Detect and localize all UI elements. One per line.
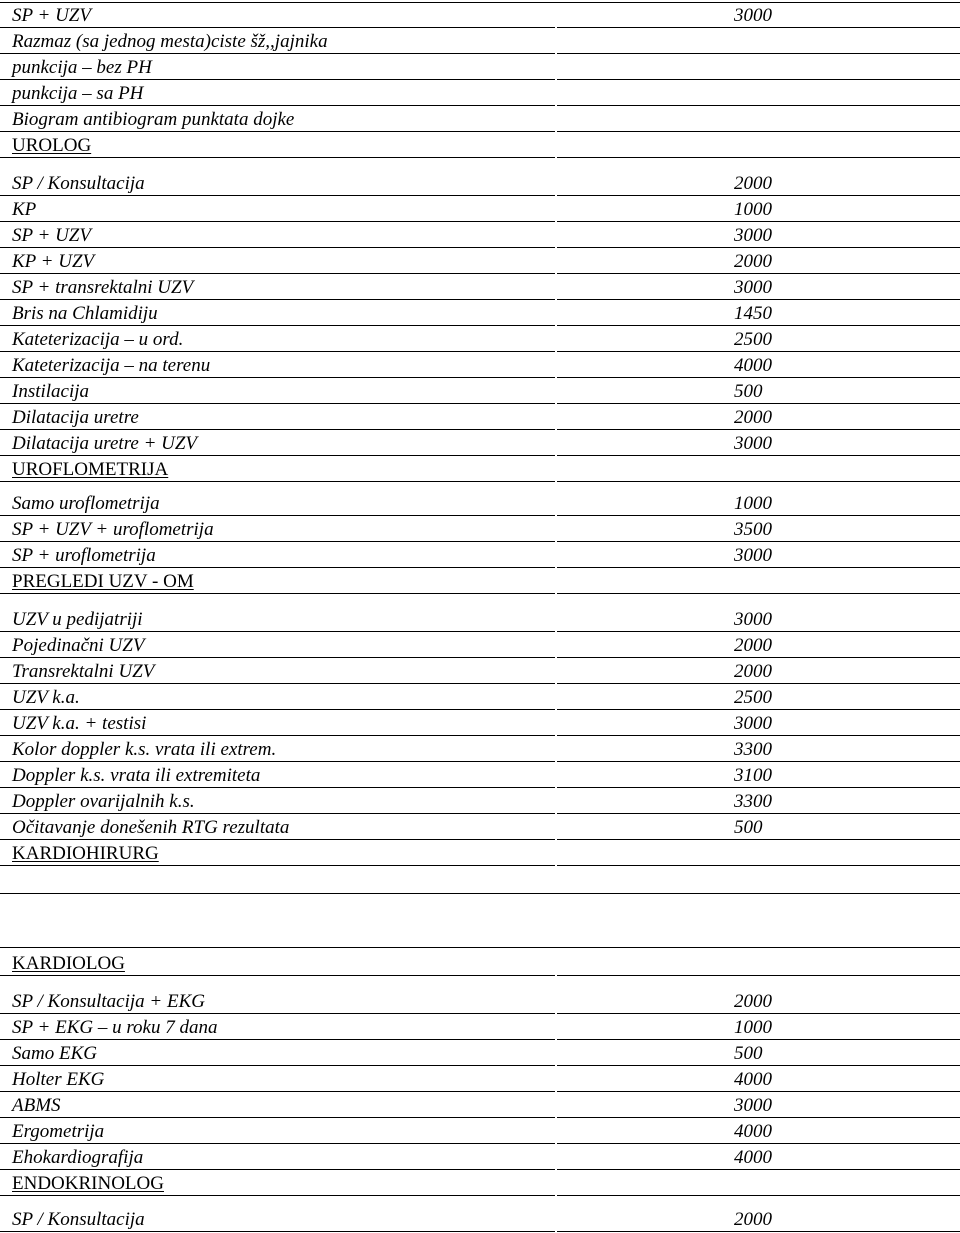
price-row [0,196,960,222]
service-price: 1000 [734,199,772,220]
price-row [0,352,960,378]
service-name: KP + UZV [12,251,95,272]
price-row [0,170,960,196]
price-row [0,988,960,1014]
service-name: Samo EKG [12,1043,97,1064]
price-row [0,28,960,54]
column-gap [555,973,557,976]
price-row [0,300,960,326]
section-title: KARDIOLOG [12,953,125,974]
section-header-row [0,456,960,482]
price-row [0,222,960,248]
service-name: UZV u pedijatriji [12,609,143,630]
section-title: KARDIOHIRURG [12,843,159,864]
section-title: UROLOG [12,135,92,156]
service-price: 500 [734,381,763,402]
service-name: Holter EKG [12,1069,105,1090]
price-row [0,1206,960,1232]
price-row [0,632,960,658]
service-name: punkcija – bez PH [12,57,152,78]
blank-rule [0,946,960,948]
service-price: 3000 [734,545,772,566]
service-price: 3000 [734,225,772,246]
price-row [0,274,960,300]
service-price: 1000 [734,1017,772,1038]
service-price: 2000 [734,635,772,656]
service-price: 500 [734,1043,763,1064]
service-price: 3000 [734,609,772,630]
service-price: 3000 [734,277,772,298]
column-gap [555,591,557,594]
service-name: SP / Konsultacija [12,1209,145,1230]
service-name: Kateterizacija – na terenu [12,355,211,376]
price-row [0,80,960,106]
section-header-row [0,840,960,866]
price-row [0,54,960,80]
price-row [0,606,960,632]
service-price: 4000 [734,1069,772,1090]
service-name: Samo uroflometrija [12,493,160,514]
service-price: 2000 [734,991,772,1012]
service-name: Transrektalni UZV [12,661,155,682]
section-title: ENDOKRINOLOG [12,1173,164,1194]
price-row [0,542,960,568]
service-name: Kateterizacija – u ord. [12,329,184,350]
service-name: UZV k.a. [12,687,80,708]
service-price: 3100 [734,765,772,786]
service-name: Bris na Chlamidiju [12,303,158,324]
service-name: SP / Konsultacija + EKG [12,991,205,1012]
service-name: Instilacija [12,381,90,402]
service-name: ABMS [12,1095,61,1116]
price-row [0,2,960,28]
section-header-row [0,950,960,976]
price-row [0,1040,960,1066]
service-name: KP [12,199,37,220]
service-name: Doppler k.s. vrata ili extremiteta [12,765,261,786]
service-name: SP + UZV [12,5,91,26]
service-name: Biogram antibiogram punktata dojke [12,109,295,130]
service-price: 3000 [734,1095,772,1116]
service-name: Dilatacija uretre + UZV [12,433,198,454]
price-row [0,326,960,352]
column-gap [555,155,557,158]
service-price: 2500 [734,329,772,350]
price-row [0,710,960,736]
service-name: SP + UZV [12,225,91,246]
service-price: 2000 [734,407,772,428]
service-price: 4000 [734,1121,772,1142]
service-price: 1000 [734,493,772,514]
service-name: Kolor doppler k.s. vrata ili extrem. [12,739,277,760]
service-price: 2000 [734,661,772,682]
section-header-row [0,1170,960,1196]
service-price: 2000 [734,1209,772,1230]
service-name: punkcija – sa PH [12,83,144,104]
price-row [0,684,960,710]
service-price: 500 [734,817,763,838]
section-title: PREGLEDI UZV - OM [12,571,194,592]
blank-rule [0,892,960,894]
service-price: 1450 [734,303,772,324]
price-row [0,404,960,430]
price-row [0,788,960,814]
service-price: 3000 [734,433,772,454]
price-row [0,106,960,132]
price-row [0,762,960,788]
price-row [0,1066,960,1092]
service-name: Ergometrija [12,1121,105,1142]
service-name: Očitavanje donešenih RTG rezultata [12,817,290,838]
service-name: SP / Konsultacija [12,173,145,194]
price-row [0,430,960,456]
price-row [0,814,960,840]
service-price: 2500 [734,687,772,708]
service-price: 3300 [734,791,772,812]
column-gap [555,1229,557,1232]
service-name: SP + transrektalni UZV [12,277,194,298]
service-name: SP + UZV + uroflometrija [12,519,214,540]
service-name: Ehokardiografija [12,1147,144,1168]
service-name: SP + EKG – u roku 7 dana [12,1017,218,1038]
service-price: 3000 [734,713,772,734]
service-name: UZV k.a. + testisi [12,713,147,734]
service-name: SP + uroflometrija [12,545,156,566]
service-price: 4000 [734,355,772,376]
service-price: 3500 [734,519,772,540]
service-name: Dilatacija uretre [12,407,139,428]
price-row [0,490,960,516]
price-row [0,516,960,542]
service-price: 4000 [734,1147,772,1168]
price-row [0,1014,960,1040]
column-gap [555,479,557,482]
column-gap [555,1193,557,1196]
section-header-row [0,132,960,158]
price-row [0,378,960,404]
section-header-row [0,568,960,594]
service-price: 2000 [734,173,772,194]
service-name: Razmaz (sa jednog mesta)ciste šž,,jajnika [12,31,328,52]
column-gap [555,863,557,866]
price-row [0,1144,960,1170]
service-name: Pojedinačni UZV [12,635,145,656]
service-name: Doppler ovarijalnih k.s. [12,791,195,812]
price-row [0,1118,960,1144]
price-row [0,1092,960,1118]
price-row [0,658,960,684]
section-title: UROFLOMETRIJA [12,459,169,480]
service-price: 3300 [734,739,772,760]
service-price: 2000 [734,251,772,272]
price-row [0,736,960,762]
service-price: 3000 [734,5,772,26]
price-row [0,248,960,274]
